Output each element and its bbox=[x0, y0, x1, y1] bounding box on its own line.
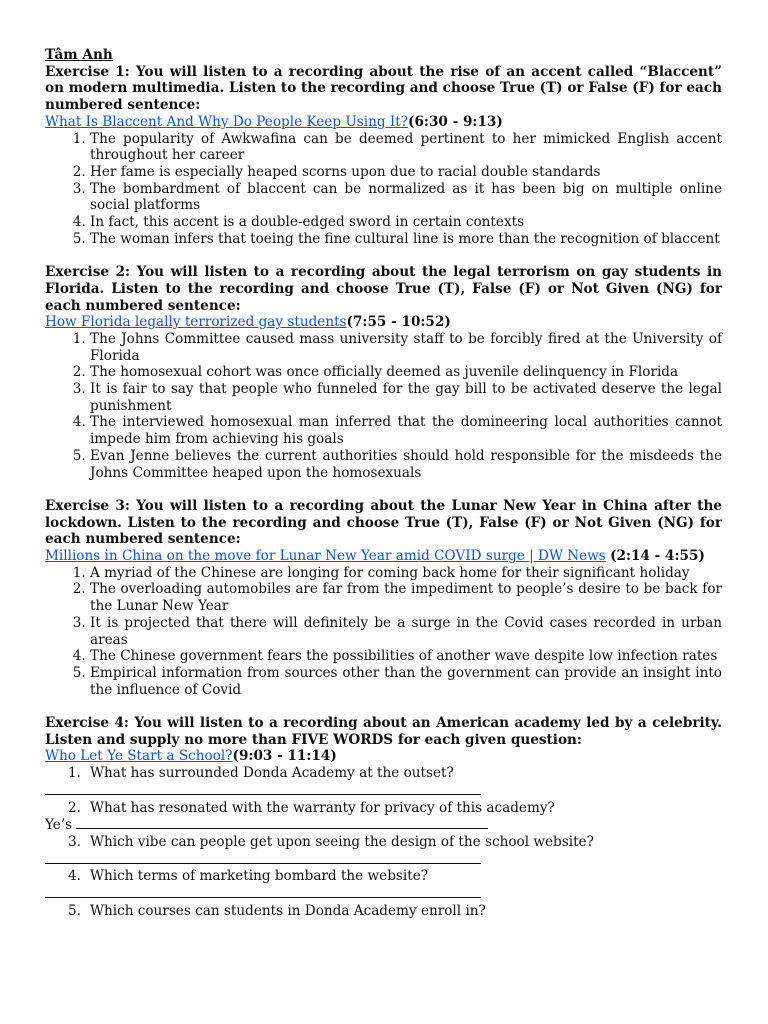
exercise-4-timestamp: (9:03 - 11:14) bbox=[232, 748, 337, 765]
exercise-4-questions-4 bbox=[45, 868, 722, 885]
list-item bbox=[68, 868, 722, 885]
list-item: 4. The Chinese government fears the possibilities of another wave despite low infection rates bbox=[90, 648, 722, 665]
exercise-4-video-link[interactable]: Who Let Ye Start a School? bbox=[45, 748, 233, 765]
list-item: 5. Evan Jenne believes the current authorities should hold responsible for the misdeeds the Johns Committee heaped upon the homosexuals bbox=[90, 448, 722, 481]
exercise-4-source bbox=[45, 748, 722, 765]
list-item bbox=[68, 902, 722, 920]
exercise-2-instruction: Exercise 2: You will listen to a recording about the legal terrorism on gay students in Florida. Listen to the recording and choose True (T), False (F) or Not Given (NG) for each numbered sentence: bbox=[45, 264, 722, 314]
list-item: 2. The overloading automobiles are far from the impediment to people’s desire to be back for the Lunar New Year bbox=[90, 581, 722, 614]
question-number: 3. bbox=[68, 834, 81, 850]
list-item: 4. The interviewed homosexual man inferred that the domineering local authorities cannot impede him from achieving his goals bbox=[90, 414, 722, 447]
list-item: 4. In fact, this accent is a double-edged sword in certain contexts bbox=[90, 214, 722, 231]
exercise-2-statements bbox=[45, 331, 722, 481]
question-text: What has resonated with the warranty for privacy of this academy? bbox=[90, 799, 555, 816]
list-item: 1. The popularity of Awkwafina can be deemed pertinent to her mimicked English accent throughout her career bbox=[90, 131, 722, 164]
exercise-2-source bbox=[45, 314, 722, 331]
list-item: 5. Empirical information from sources other than the government can provide an insight into the influence of Covid bbox=[90, 665, 722, 698]
exercise-2-video-link[interactable]: How Florida legally terrorized gay students bbox=[45, 314, 347, 331]
exercise-3-instruction: Exercise 3: You will listen to a recording about the Lunar New Year in China after the lockdown. Listen to the recording and choose True (T), False (F) or Not Given (NG) for each numbered sentence: bbox=[45, 497, 722, 548]
list-item: 3. The bombardment of blaccent can be normalized as it has been big on multiple online social platforms bbox=[90, 181, 722, 214]
exercise-1-instruction: Exercise 1: You will listen to a recording about the rise of an accent called “Blaccent” on modern multimedia. Listen to the recording and choose True (T) or False (F) for each numbered sentence: bbox=[45, 63, 722, 114]
answer-prefix: Ye’s bbox=[45, 817, 73, 834]
exercise-4-questions bbox=[45, 765, 722, 782]
question-number: 1. bbox=[68, 765, 81, 782]
question-number: 2. bbox=[68, 799, 81, 816]
answer-blank-1[interactable] bbox=[45, 782, 722, 800]
list-item: 1. The Johns Committee caused mass university staff to be forcibly fired at the University of Florida bbox=[90, 331, 722, 364]
exercise-1-source bbox=[45, 114, 722, 131]
list-item bbox=[68, 765, 722, 782]
list-item: 5. The woman infers that toeing the fine cultural line is more than the recognition of blaccent bbox=[90, 231, 722, 248]
exercise-1 bbox=[45, 64, 722, 248]
exercise-2-timestamp: (7:55 - 10:52) bbox=[346, 314, 451, 331]
list-item bbox=[68, 834, 722, 851]
list-item: 1. A myriad of the Chinese are longing for coming back home for their significant holiday bbox=[90, 565, 722, 582]
exercise-4-questions-5 bbox=[45, 903, 722, 920]
answer-blank-4[interactable] bbox=[45, 885, 722, 903]
author-name: Tâm Anh bbox=[45, 47, 113, 63]
list-item: 3. It is projected that there will definitely be a surge in the Covid cases recorded in urban areas bbox=[90, 615, 722, 648]
exercise-1-video-link[interactable]: What Is Blaccent And Why Do People Keep Using It? bbox=[45, 113, 409, 130]
exercise-4-questions-2 bbox=[45, 800, 722, 817]
answer-blank-2[interactable] bbox=[45, 816, 722, 834]
question-text: Which courses can students in Donda Academy enroll in? bbox=[90, 902, 486, 919]
question-text: Which vibe can people get upon seeing the design of the school website? bbox=[90, 834, 594, 850]
list-item bbox=[68, 799, 722, 817]
exercise-1-timestamp: (6:30 - 9:13) bbox=[408, 113, 503, 130]
list-item: 2. Her fame is especially heaped scorns upon due to racial double standards bbox=[90, 164, 722, 181]
exercise-4-questions-3 bbox=[45, 834, 722, 851]
exercise-3-source bbox=[45, 548, 722, 565]
question-text: What has surrounded Donda Academy at the outset? bbox=[90, 765, 454, 782]
question-number: 4. bbox=[68, 868, 81, 885]
answer-blank-3[interactable] bbox=[45, 851, 722, 869]
exercise-3 bbox=[45, 498, 722, 698]
exercise-2 bbox=[45, 264, 722, 481]
exercise-1-statements bbox=[45, 131, 722, 248]
exercise-4-instruction: Exercise 4: You will listen to a recording about an American academy led by a celebrity. Listen and supply no more than FIVE WORDS for each given question: bbox=[45, 715, 722, 748]
exercise-3-video-link[interactable]: Millions in China on the move for Lunar New Year amid COVID surge | DW News bbox=[45, 548, 606, 565]
exercise-3-statements bbox=[45, 565, 722, 699]
exercise-3-timestamp: (2:14 - 4:55) bbox=[610, 548, 705, 565]
question-number: 5. bbox=[68, 902, 81, 919]
exercise-4 bbox=[45, 715, 722, 919]
list-item: 2. The homosexual cohort was once officially deemed as juvenile delinquency in Florida bbox=[90, 364, 722, 381]
list-item: 3. It is fair to say that people who funneled for the gay bill to be activated deserve the legal punishment bbox=[90, 381, 722, 414]
question-text: Which terms of marketing bombard the website? bbox=[90, 868, 429, 885]
document-page bbox=[45, 47, 722, 936]
